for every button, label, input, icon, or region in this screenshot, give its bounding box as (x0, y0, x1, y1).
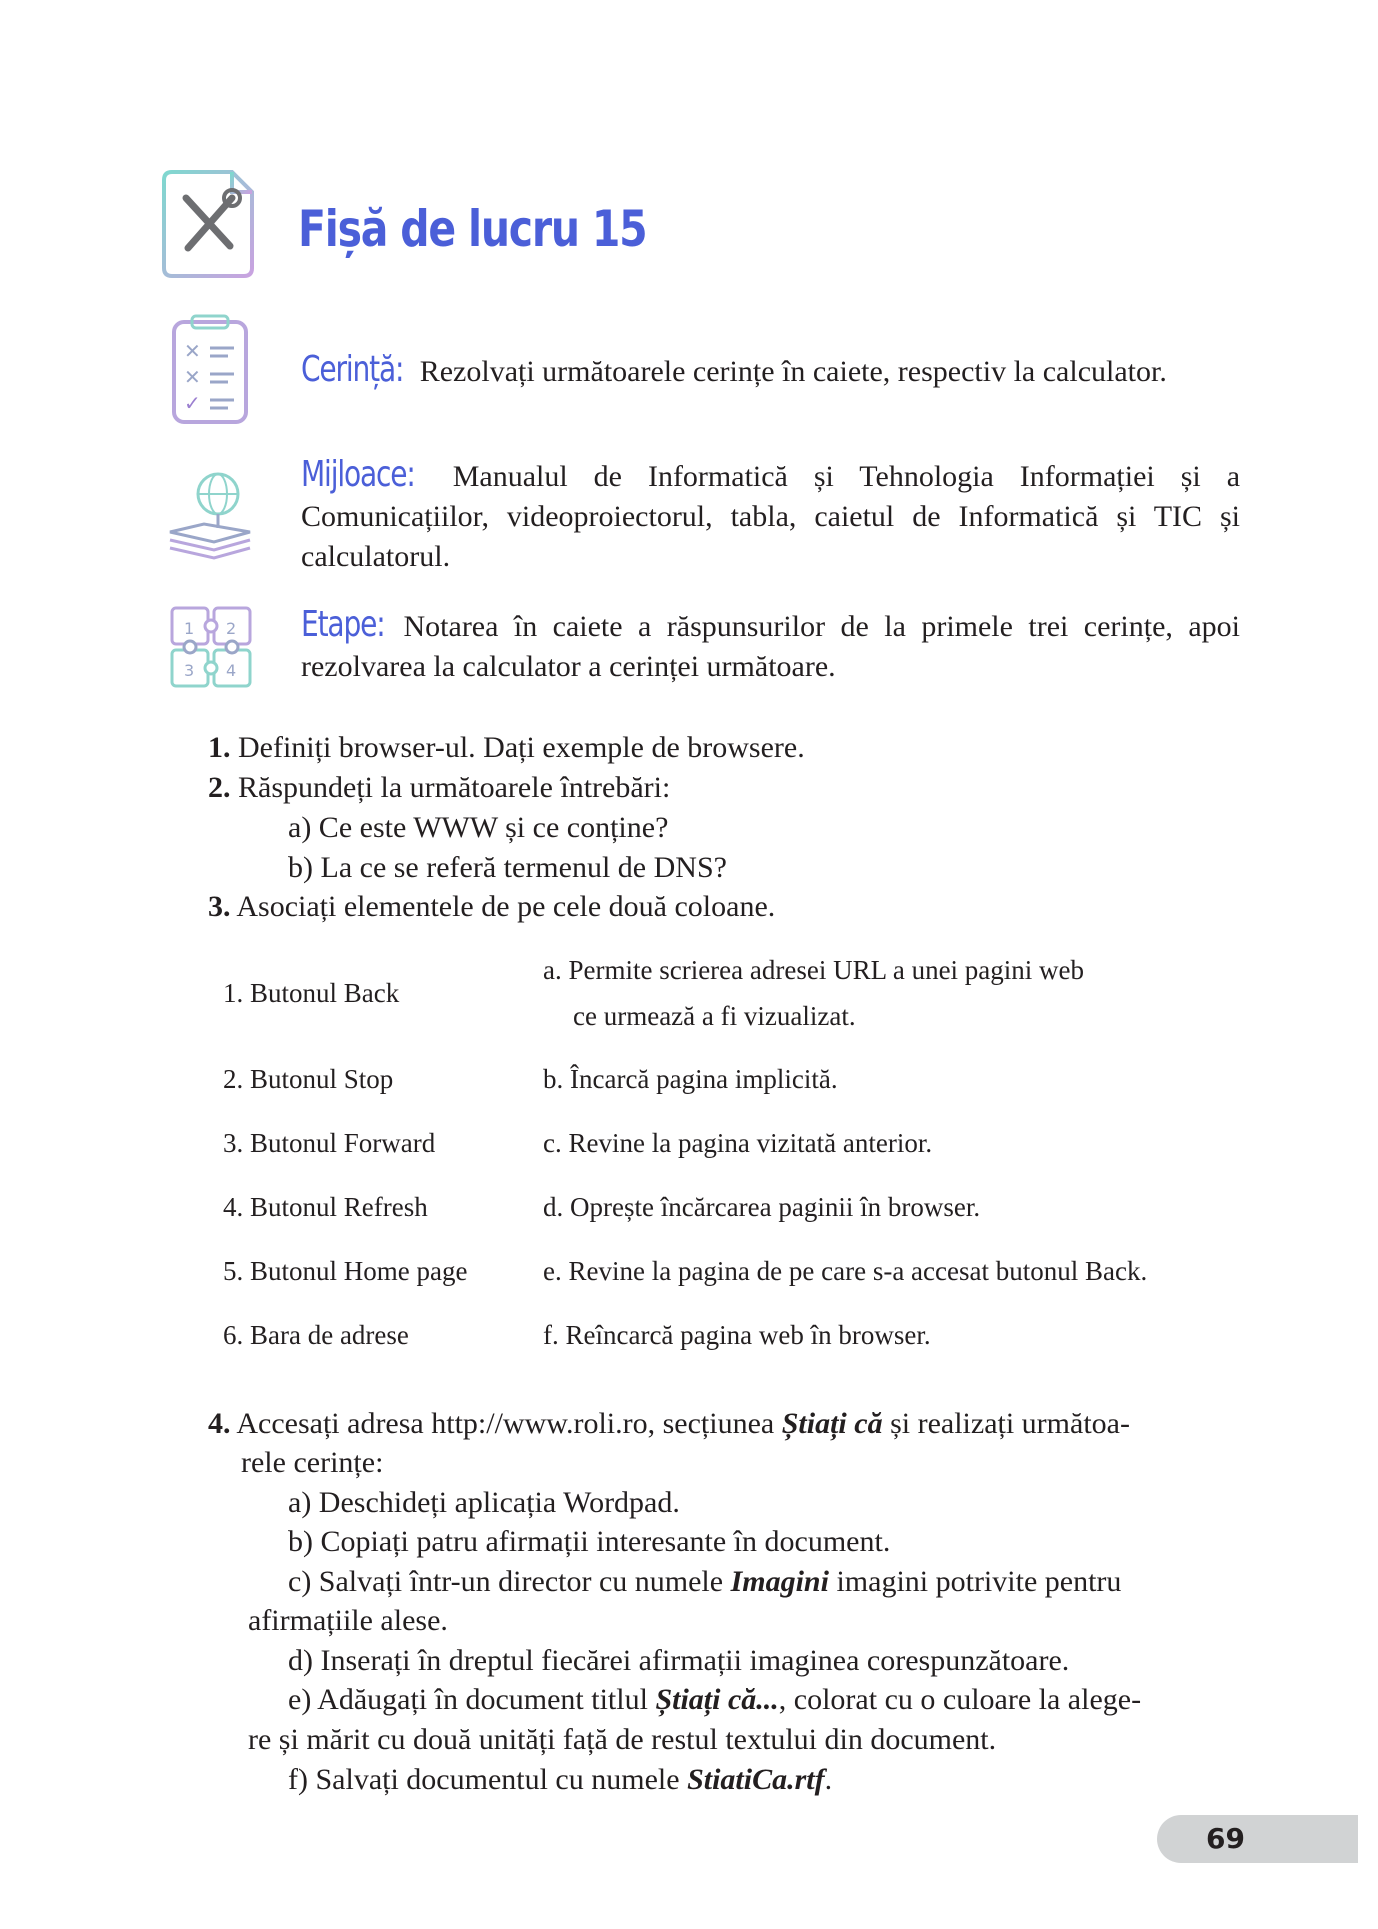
match-right-c: c. Revine la pagina vizitată anterior. (543, 1128, 933, 1158)
svg-text:1: 1 (184, 619, 195, 638)
task-4-f-start: f) Salvați documentul cu numele (288, 1763, 688, 1796)
match-left-6: 6. Bara de adrese (223, 1320, 409, 1350)
question-1-text: Definiți browser-ul. Dați exemple de browsere. (238, 731, 805, 764)
task-4-e-continuation: re și mărit cu două unități față de restul textului din document. (248, 1723, 997, 1756)
task-4-c (288, 1562, 1121, 1602)
task-4-e-end: , colorat cu o culoare la alege- (778, 1683, 1142, 1716)
svg-text:✓: ✓ (184, 391, 201, 415)
task-4-f-end: . (824, 1763, 833, 1796)
globe-books-icon (164, 470, 256, 560)
mijloace-label: Mijloace: (301, 454, 415, 495)
match-left-1: 1. Butonul Back (223, 978, 400, 1008)
question-2 (208, 768, 670, 808)
question-4-text-start: Accesați adresa http://www.roli.ro, secțiunea (236, 1407, 782, 1440)
task-4-f (288, 1760, 832, 1800)
question-1 (208, 728, 805, 768)
cerinta-text: Rezolvați următoarele cerințe în caiete, respectiv la calculator. (419, 355, 1167, 388)
cerinta-label: Cerință: (301, 349, 404, 390)
page-number: 69 (1206, 1822, 1245, 1855)
match-left-2: 2. Butonul Stop (223, 1064, 394, 1094)
file-name: StiatiCa.rtf (687, 1763, 825, 1796)
task-4-d: d) Inserați în dreptul fiecărei afirmații imaginea corespunzătoare. (288, 1644, 1070, 1677)
question-1-number: 1. (208, 731, 231, 764)
match-right-a: a. Permite scrierea adresei URL a unei pagini web (543, 955, 1085, 985)
page-number-tab (1157, 1815, 1358, 1863)
mijloace-text: Manualul de Informatică și Tehnologia Informației și a Comunicațiilor, videoproiectorul, tabla, caietul de Informatică și TIC și calculatorul. (301, 460, 1241, 573)
task-4-a: a) Deschideți aplicația Wordpad. (288, 1486, 680, 1519)
task-4-c-continuation: afirmațiile alese. (248, 1604, 448, 1637)
section-name: Știați că (781, 1407, 883, 1440)
task-4-e-start: e) Adăugați în document titlul (288, 1683, 656, 1716)
match-right-b: b. Încarcă pagina implicită. (543, 1064, 838, 1094)
question-2-number: 2. (208, 771, 231, 804)
svg-text:2: 2 (226, 619, 237, 638)
task-4-e (288, 1680, 1141, 1720)
match-left-5: 5. Butonul Home page (223, 1256, 468, 1286)
match-right-f: f. Reîncarcă pagina web în browser. (543, 1320, 931, 1350)
question-2-b: b) La ce se referă termenul de DNS? (288, 851, 727, 884)
page-title: Fișă de lucru 15 (298, 200, 647, 258)
question-4-text-end: și realizați următoa- (882, 1407, 1130, 1440)
match-left-4: 4. Butonul Refresh (223, 1192, 428, 1222)
question-4-continuation: rele cerințe: (241, 1446, 384, 1479)
document-title: Știați că... (655, 1683, 779, 1716)
question-4 (208, 1404, 1130, 1444)
svg-text:✕: ✕ (184, 339, 201, 363)
question-3 (208, 887, 775, 927)
match-left-3: 3. Butonul Forward (223, 1128, 436, 1158)
etape-text: Notarea în caiete a răspunsurilor de la primele trei cerințe, apoi rezolvarea la calculator a cerinței următoare. (301, 610, 1240, 683)
etape-block (301, 605, 1240, 687)
task-4-c-end: imagini potrivite pentru (828, 1565, 1122, 1598)
folder-name: Imagini (730, 1565, 829, 1598)
task-4-b: b) Copiați patru afirmații interesante în document. (288, 1525, 891, 1558)
question-3-number: 3. (208, 890, 231, 923)
svg-text:4: 4 (226, 661, 237, 680)
tools-icon (160, 168, 260, 280)
match-right-a-cont: ce urmează a fi vizualizat. (573, 1001, 856, 1031)
svg-text:✕: ✕ (184, 365, 201, 389)
svg-text:3: 3 (184, 661, 195, 680)
etape-label: Etape: (301, 604, 385, 645)
question-3-text: Asociați elementele de pe cele două coloane. (236, 890, 776, 923)
question-2-a: a) Ce este WWW și ce conține? (288, 811, 669, 844)
mijloace-block (301, 455, 1240, 577)
question-4-number: 4. (208, 1407, 231, 1440)
checklist-icon (170, 314, 250, 426)
puzzle-icon (166, 602, 258, 694)
task-4-c-start: c) Salvați într-un director cu numele (288, 1565, 731, 1598)
match-right-e: e. Revine la pagina de pe care s-a accesat butonul Back. (543, 1256, 1148, 1286)
match-right-d: d. Oprește încărcarea paginii în browser. (543, 1192, 981, 1222)
cerinta-block (301, 350, 1240, 392)
question-2-text: Răspundeți la următoarele întrebări: (238, 771, 671, 804)
